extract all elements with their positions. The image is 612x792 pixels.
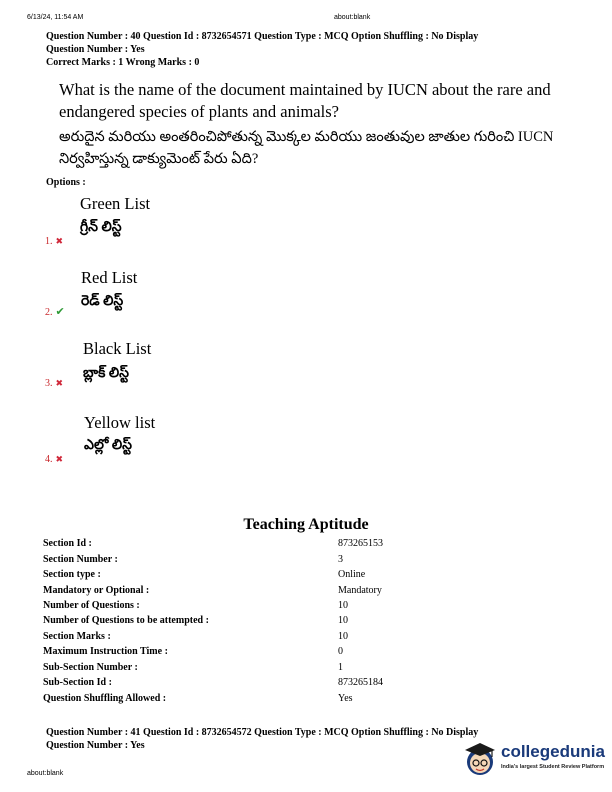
option-4-number [45, 454, 63, 465]
section-row-label: Section Marks : [43, 631, 111, 642]
student-mascot-icon [461, 740, 499, 778]
print-datetime: 6/13/24, 11:54 AM [27, 14, 84, 21]
option-number-label: 1. [45, 236, 53, 247]
print-page-title: about:blank [334, 14, 371, 21]
section-row-value: 1 [338, 662, 343, 673]
section-row-label: Mandatory or Optional : [43, 585, 150, 596]
section-row-value: 873265184 [338, 677, 383, 688]
question-marks: Correct Marks : 1 Wrong Marks : 0 [46, 57, 200, 68]
section-row-value: Yes [338, 693, 353, 704]
section-row-value: 10 [338, 615, 348, 626]
cross-icon: ✖ [55, 236, 64, 246]
option-1-english: Green List [80, 194, 151, 213]
section-row-label: Maximum Instruction Time : [43, 646, 168, 657]
option-4-english: Yellow list [84, 413, 156, 432]
logo-tagline: India's largest Student Review Platform [501, 764, 605, 770]
option-number-label: 2. [45, 307, 53, 318]
option-4-telugu: ఎల్లో లిస్ట్ [84, 438, 132, 453]
section-row-label: Number of Questions to be attempted : [43, 615, 209, 626]
footer-page-title: about:blank [27, 770, 64, 777]
option-3-number [45, 378, 63, 389]
collegedunia-logo [461, 740, 611, 782]
section-row-label: Section type : [43, 569, 101, 580]
option-number-label: 3. [45, 378, 53, 389]
option-2-english: Red List [81, 268, 138, 287]
section-row-value: 10 [338, 631, 348, 642]
section-row-value: 10 [338, 600, 348, 611]
section-row-label: Sub-Section Id : [43, 677, 112, 688]
question-text-english: What is the name of the document maintained by IUCN about the rare and endangered species of plants and animals? [59, 80, 551, 121]
next-question-info-line: Question Number : 41 Question Id : 8732654572 Question Type : MCQ Option Shuffling : No Display [46, 727, 479, 738]
check-icon: ✔ [55, 306, 65, 318]
option-1-telugu: గ్రీన్ లిస్ట్ [80, 220, 122, 235]
section-row-value: 0 [338, 646, 343, 657]
options-label: Options : [46, 177, 86, 188]
question-info-line: Question Number : 40 Question Id : 8732654571 Question Type : MCQ Option Shuffling : No Display [46, 31, 479, 42]
logo-wordmark: collegedunia [501, 742, 605, 761]
question-number-display: Question Number : Yes [46, 44, 145, 55]
section-row-label: Section Number : [43, 554, 118, 565]
option-number-label: 4. [45, 454, 53, 465]
option-2-telugu: రెడ్ లిస్ట్ [81, 294, 124, 309]
section-title: Teaching Aptitude [243, 516, 369, 533]
cross-icon: ✖ [55, 378, 64, 388]
section-row-value: Mandatory [338, 585, 382, 596]
option-1-number [45, 236, 63, 247]
question-text-telugu: అరుదైన మరియు అంతరించిపోతున్న మొక్కల మరియు జంతువుల జాతుల గురించి IUCN నిర్వహిస్తున్న డాక్యుమెంట్ పేరు ఏది? [59, 129, 554, 167]
option-3-english: Black List [83, 339, 152, 358]
section-row-label: Question Shuffling Allowed : [43, 693, 167, 704]
section-row-value: Online [338, 569, 366, 580]
section-row-label: Sub-Section Number : [43, 662, 138, 673]
option-2-number [45, 305, 65, 318]
cross-icon: ✖ [55, 454, 64, 464]
section-row-label: Number of Questions : [43, 600, 140, 611]
option-3-telugu: బ్లాక్ లిస్ట్ [83, 366, 130, 381]
section-row-label: Section Id : [43, 538, 92, 549]
next-question-number-display: Question Number : Yes [46, 740, 145, 751]
section-row-value: 873265153 [338, 538, 383, 549]
section-row-value: 3 [338, 554, 343, 565]
